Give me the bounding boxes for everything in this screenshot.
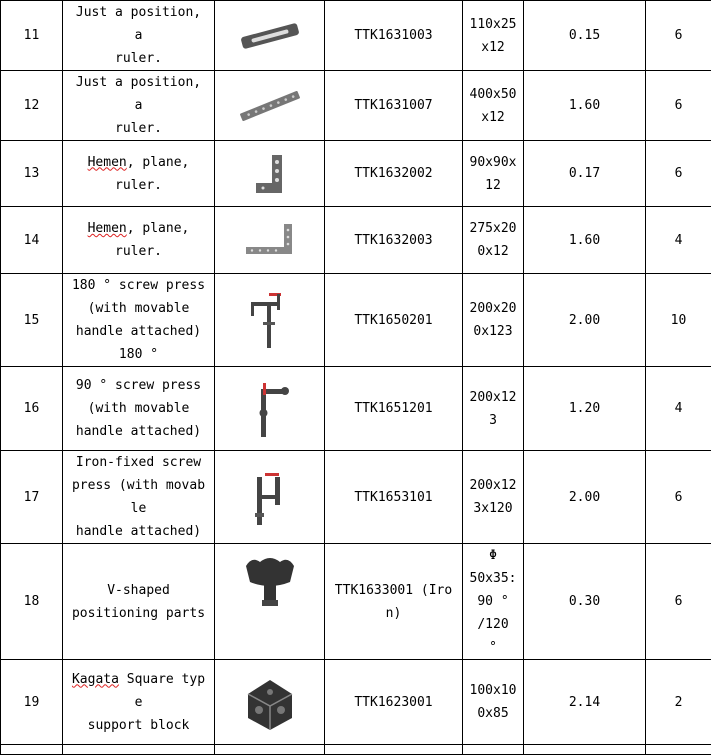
row-number: 18 [1,544,63,660]
item-weight: 0.30 [524,544,646,660]
item-code: TTK1650201 [325,274,463,367]
item-weight: 0.17 [524,141,646,207]
item-description: Hemen, plane, ruler. [63,207,215,274]
item-weight: 2.00 [524,274,646,367]
item-code: TTK1631003 [325,1,463,71]
table-row [1,367,711,451]
item-description: Hemen, plane, ruler. [63,141,215,207]
item-size: 90x90x 12 [463,141,524,207]
table-row [1,660,711,745]
angle-ruler-small-icon [250,151,290,197]
item-code: TTK1651201 [325,367,463,451]
item-image [215,207,325,274]
item-size: 100x10 0x85 [463,660,524,745]
item-size: 275x20 0x12 [463,207,524,274]
item-image [215,544,325,660]
item-code: TTK1633001 (Iron) [325,544,463,660]
item-quantity: 6 [646,71,711,141]
angle-ruler-large-icon [240,220,300,260]
row-number: 11 [1,1,63,71]
row-number: 19 [1,660,63,745]
screw-press-90-icon [245,379,295,439]
item-image [215,660,325,745]
table-row [1,1,711,71]
item-weight: 2.00 [524,451,646,544]
slotted-bar-ruler-icon [235,19,305,53]
item-quantity: 2 [646,660,711,745]
item-image [215,141,325,207]
item-size: 200x20 0x123 [463,274,524,367]
row-number: 14 [1,207,63,274]
table-row [1,544,711,660]
item-size: 200x12 3 [463,367,524,451]
item-description: Kagata Square type support block [63,660,215,745]
item-code: TTK1631007 [325,71,463,141]
item-image [215,274,325,367]
item-size: 110x25 x12 [463,1,524,71]
item-image [215,1,325,71]
item-description: 180 ° screw press (with movable handle attached) 180 ° [63,274,215,367]
table-row [1,274,711,367]
item-quantity: 6 [646,141,711,207]
item-image [215,451,325,544]
row-number: 17 [1,451,63,544]
iron-fixed-screw-press-icon [245,467,295,527]
item-description: Just a position, a ruler. [63,1,215,71]
item-description: Iron-fixed screw press (with movable handle attached) [63,451,215,544]
table-row [1,71,711,141]
square-support-block-icon [242,672,298,732]
item-description: Just a position, a ruler. [63,71,215,141]
item-code: TTK1632003 [325,207,463,274]
row-number: 15 [1,274,63,367]
long-ruler-icon [235,86,305,126]
item-image [215,71,325,141]
item-size: 200x12 3x120 [463,451,524,544]
item-image [215,367,325,451]
item-weight: 0.15 [524,1,646,71]
item-weight: 1.20 [524,367,646,451]
v-shaped-positioning-part-icon [240,552,300,622]
item-quantity: 10 [646,274,711,367]
item-weight: 1.60 [524,207,646,274]
table-row [1,207,711,274]
item-weight: 1.60 [524,71,646,141]
row-number: 13 [1,141,63,207]
item-code: TTK1653101 [325,451,463,544]
item-code: TTK1623001 [325,660,463,745]
item-code: TTK1632002 [325,141,463,207]
item-quantity: 6 [646,1,711,71]
item-quantity: 6 [646,544,711,660]
item-weight: 2.14 [524,660,646,745]
item-quantity: 4 [646,207,711,274]
item-quantity: 4 [646,367,711,451]
table-row [1,141,711,207]
item-size: Φ 50x35: 90 ° /120 ° [463,544,524,660]
row-number: 12 [1,71,63,141]
item-size: 400x50 x12 [463,71,524,141]
item-quantity: 6 [646,451,711,544]
row-number: 16 [1,367,63,451]
table-row [1,451,711,544]
table-row [1,745,711,755]
item-description: 90 ° screw press (with movable handle attached) [63,367,215,451]
item-description: V-shaped positioning parts [63,544,215,660]
screw-press-180-icon [245,290,295,350]
